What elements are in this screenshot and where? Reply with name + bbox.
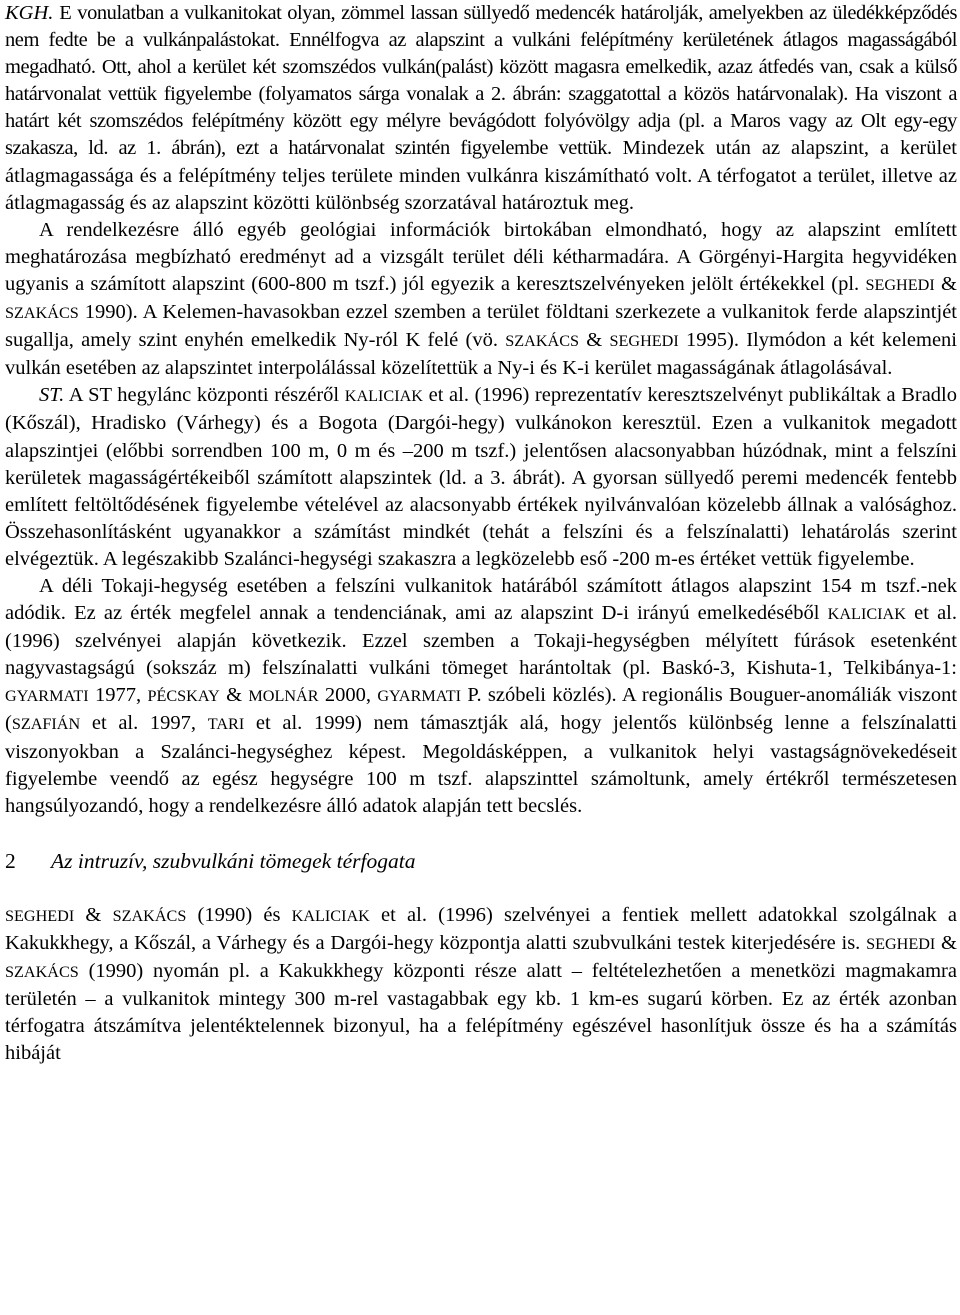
author-name: GYARMATI — [377, 687, 461, 706]
author-name: SZAKÁCS — [5, 304, 79, 323]
author-name: SEGHEDI — [866, 934, 936, 953]
paragraph-intrusive: SEGHEDI & SZAKÁCS (1990) és KALICIAK et al. (1996) szelvényei a fentiek mellett adatokkal szolgálnak a Kakukkhegy, a Kőszál, a Várhegy és a Dargói-hegy központja alatti szubvulkáni testek kiterjedésére is. SEGHEDI & SZAKÁCS (1990) nyomán pl. a Kakukkhegy központi része alatt – feltételezhetően a menetközi magmakamra területén – a vulkanitok mintegy 300 m-rel vastagabbak egy kb. 1 km-es sugarú körben. Ez az érték azonban térfogatra átszámítva jelentéktelennek bizonyul, ha a felépítmény egészével hasonlítjuk össze és ha a számítás hibáját — [5, 903, 958, 1065]
author-name: SZAKÁCS — [5, 963, 79, 981]
author-name: SEGHEDI — [5, 906, 75, 925]
paragraph-kgh — [5, 0, 957, 217]
paragraph-tokaj: A déli Tokaji-hegység esetében a felszíni vulkanitok határából számított átlagos alapszint 154 m tszf.-nek adódik. Ez az érték megfelel annak a tendenciának, ami az alapszint D-i irányú emelkedéséből KALICIAK et al. (1996) szelvényei alapján következik. Ezzel szemben a Tokaji-hegységben mélyített fúrások esetenként nagyvastagságú (sokszáz m) felszínalatti vulkáni tömeget harántoltak (pl. Baskó-3, Kishuta-1, Telkibánya-1: GYARMATI 1977, PÉCSKAY & MOLNÁR 2000, GYARMATI P. szóbeli közlés). A regionális Bouguer-anomáliák viszont (SZAFIÁN et al. 1997, TARI et al. 1999) nem támasztják alá, hogy jelentős különbség lenne a felszínalatti viszonyokban a Szalánci-hegységhez képest. Megoldásképpen, a vulkanitok helyi vastagságnövekedéseit figyelembe veendő az egész hegységre 100 m tszf. alapszinttel számoltunk, amely értékről természetesen hangsúlyozandó, hogy a rendelkezésre álló adatok alapján tett becslés. — [5, 574, 958, 817]
author-name: KALICIAK — [344, 387, 423, 406]
section-heading — [5, 848, 957, 875]
author-name: SEGHEDI — [865, 275, 935, 294]
author-name: MOLNÁR — [248, 687, 319, 706]
author-name: SZAKÁCS — [112, 906, 187, 925]
author-name: SZAFIÁN — [11, 715, 81, 734]
paragraph-st: ST. A ST hegylánc központi részéről KALICIAK et al. (1996) reprezentatív keresztszelvényt publikáltak a Bradlo (Kőszál), Hradisko (Várhegy) és a Bogota (Dargói-hegy) vulkánokon keresztül. Ezen a vulkanitok megadott alapszintjei (előbbi sorrendben 100 m, 0 m és –200 m tszf.) jelentősen alacsonyabban húzódnak, mint a felszíni kerületek magasságértékeiből számított alapszintek (ld. a 3. ábrát). A gyorsan süllyedő peremi medencék fentebb említett feltöltődésének figyelembe vételével az alacsonyabb értékek nyilvánvalóan közelebb állnak a valósághoz. Összehasonlításként ugyanakkor a számítást mindkét (tehát a felszíni és a felszínalatti) lehatárolás szerint elvégeztük. A legészakibb Szalánci-hegységi szakaszra a legközelebb eső -200 m-es értéket vettük figyelembe. — [5, 384, 957, 570]
author-name: PÉCSKAY — [147, 687, 220, 706]
author-name: SZAKÁCS — [505, 332, 580, 351]
region-tag-st: ST. — [39, 384, 65, 407]
author-name: SEGHEDI — [609, 332, 679, 351]
paragraph-kgh-text-2: Mindezek után az alapszint, a kerület átlagmagassága és a felépítmény teljes területe minden vulkánra kiszámítható volt. A térfogatot a terület, illetve az átlagmagasság és az alapszint közötti különbség szorzatával határoztuk meg. — [5, 137, 957, 214]
section-number: 2 — [5, 848, 16, 873]
paragraph-geology: A rendelkezésre álló egyéb geológiai információk birtokában elmondható, hogy az alapszint említett meghatározása megbízható eredményt ad a vizsgált terület déli kétharmadára. A Görgényi-Hargita hegyvidéken ugyanis a számított alapszint (600-800 m tszf.) jól egyezik a keresztszelvényeken jelölt értékekkel (pl. SEGHEDI & SZAKÁCS 1990). A Kelemen-havasokban ezzel szemben a terület földtani szerkezete a vulkanitok ferde alapszintjét sugallja, amely szint enyhén emelkedik Ny-ról K felé (vö. SZAKÁCS & SEGHEDI 1995). Ilymódon a két kelemeni vulkán esetében az alapszintet interpolálással közelítettük a Ny-i és K-i kerület magasságának átlagolásával. — [5, 218, 957, 380]
region-tag-kgh: KGH. — [5, 2, 54, 24]
paragraph-kgh-text-1: E vonulatban a vulkanitokat olyan, zömmel lassan süllyedő medencék határolják, amelyekben az üledékképződés nem fedte be a vulkánpalástokat. Ennélfogva az alapszint a vulkáni felépítmény kerületének átlagos magasságából megadható. Ott, ahol a kerület két szomszédos vulkán(palást) között magasra emelkedik, azaz átfedés van, csak a külső határvonalat vettük figyelembe (folyamatos sárga vonalak a 2. ábrán: szaggatottal a közös határvonalak). Ha viszont a határt két szomszédos felépítmény között egy mélyre bevágódott folyóvölgy adja (pl. a Maros vagy az Olt egy-egy szakasza, ld. az 1. ábrán), ezt a határvonalat szintén figyelembe vettük. — [5, 2, 957, 160]
section-title: Az intruzív, szubvulkáni tömegek térfogata — [51, 848, 416, 873]
author-name: KALICIAK — [291, 906, 370, 925]
author-name: GYARMATI — [5, 687, 89, 706]
document-page — [5, 0, 957, 1067]
author-name: KALICIAK — [827, 605, 906, 624]
author-name: TARI — [207, 715, 245, 734]
